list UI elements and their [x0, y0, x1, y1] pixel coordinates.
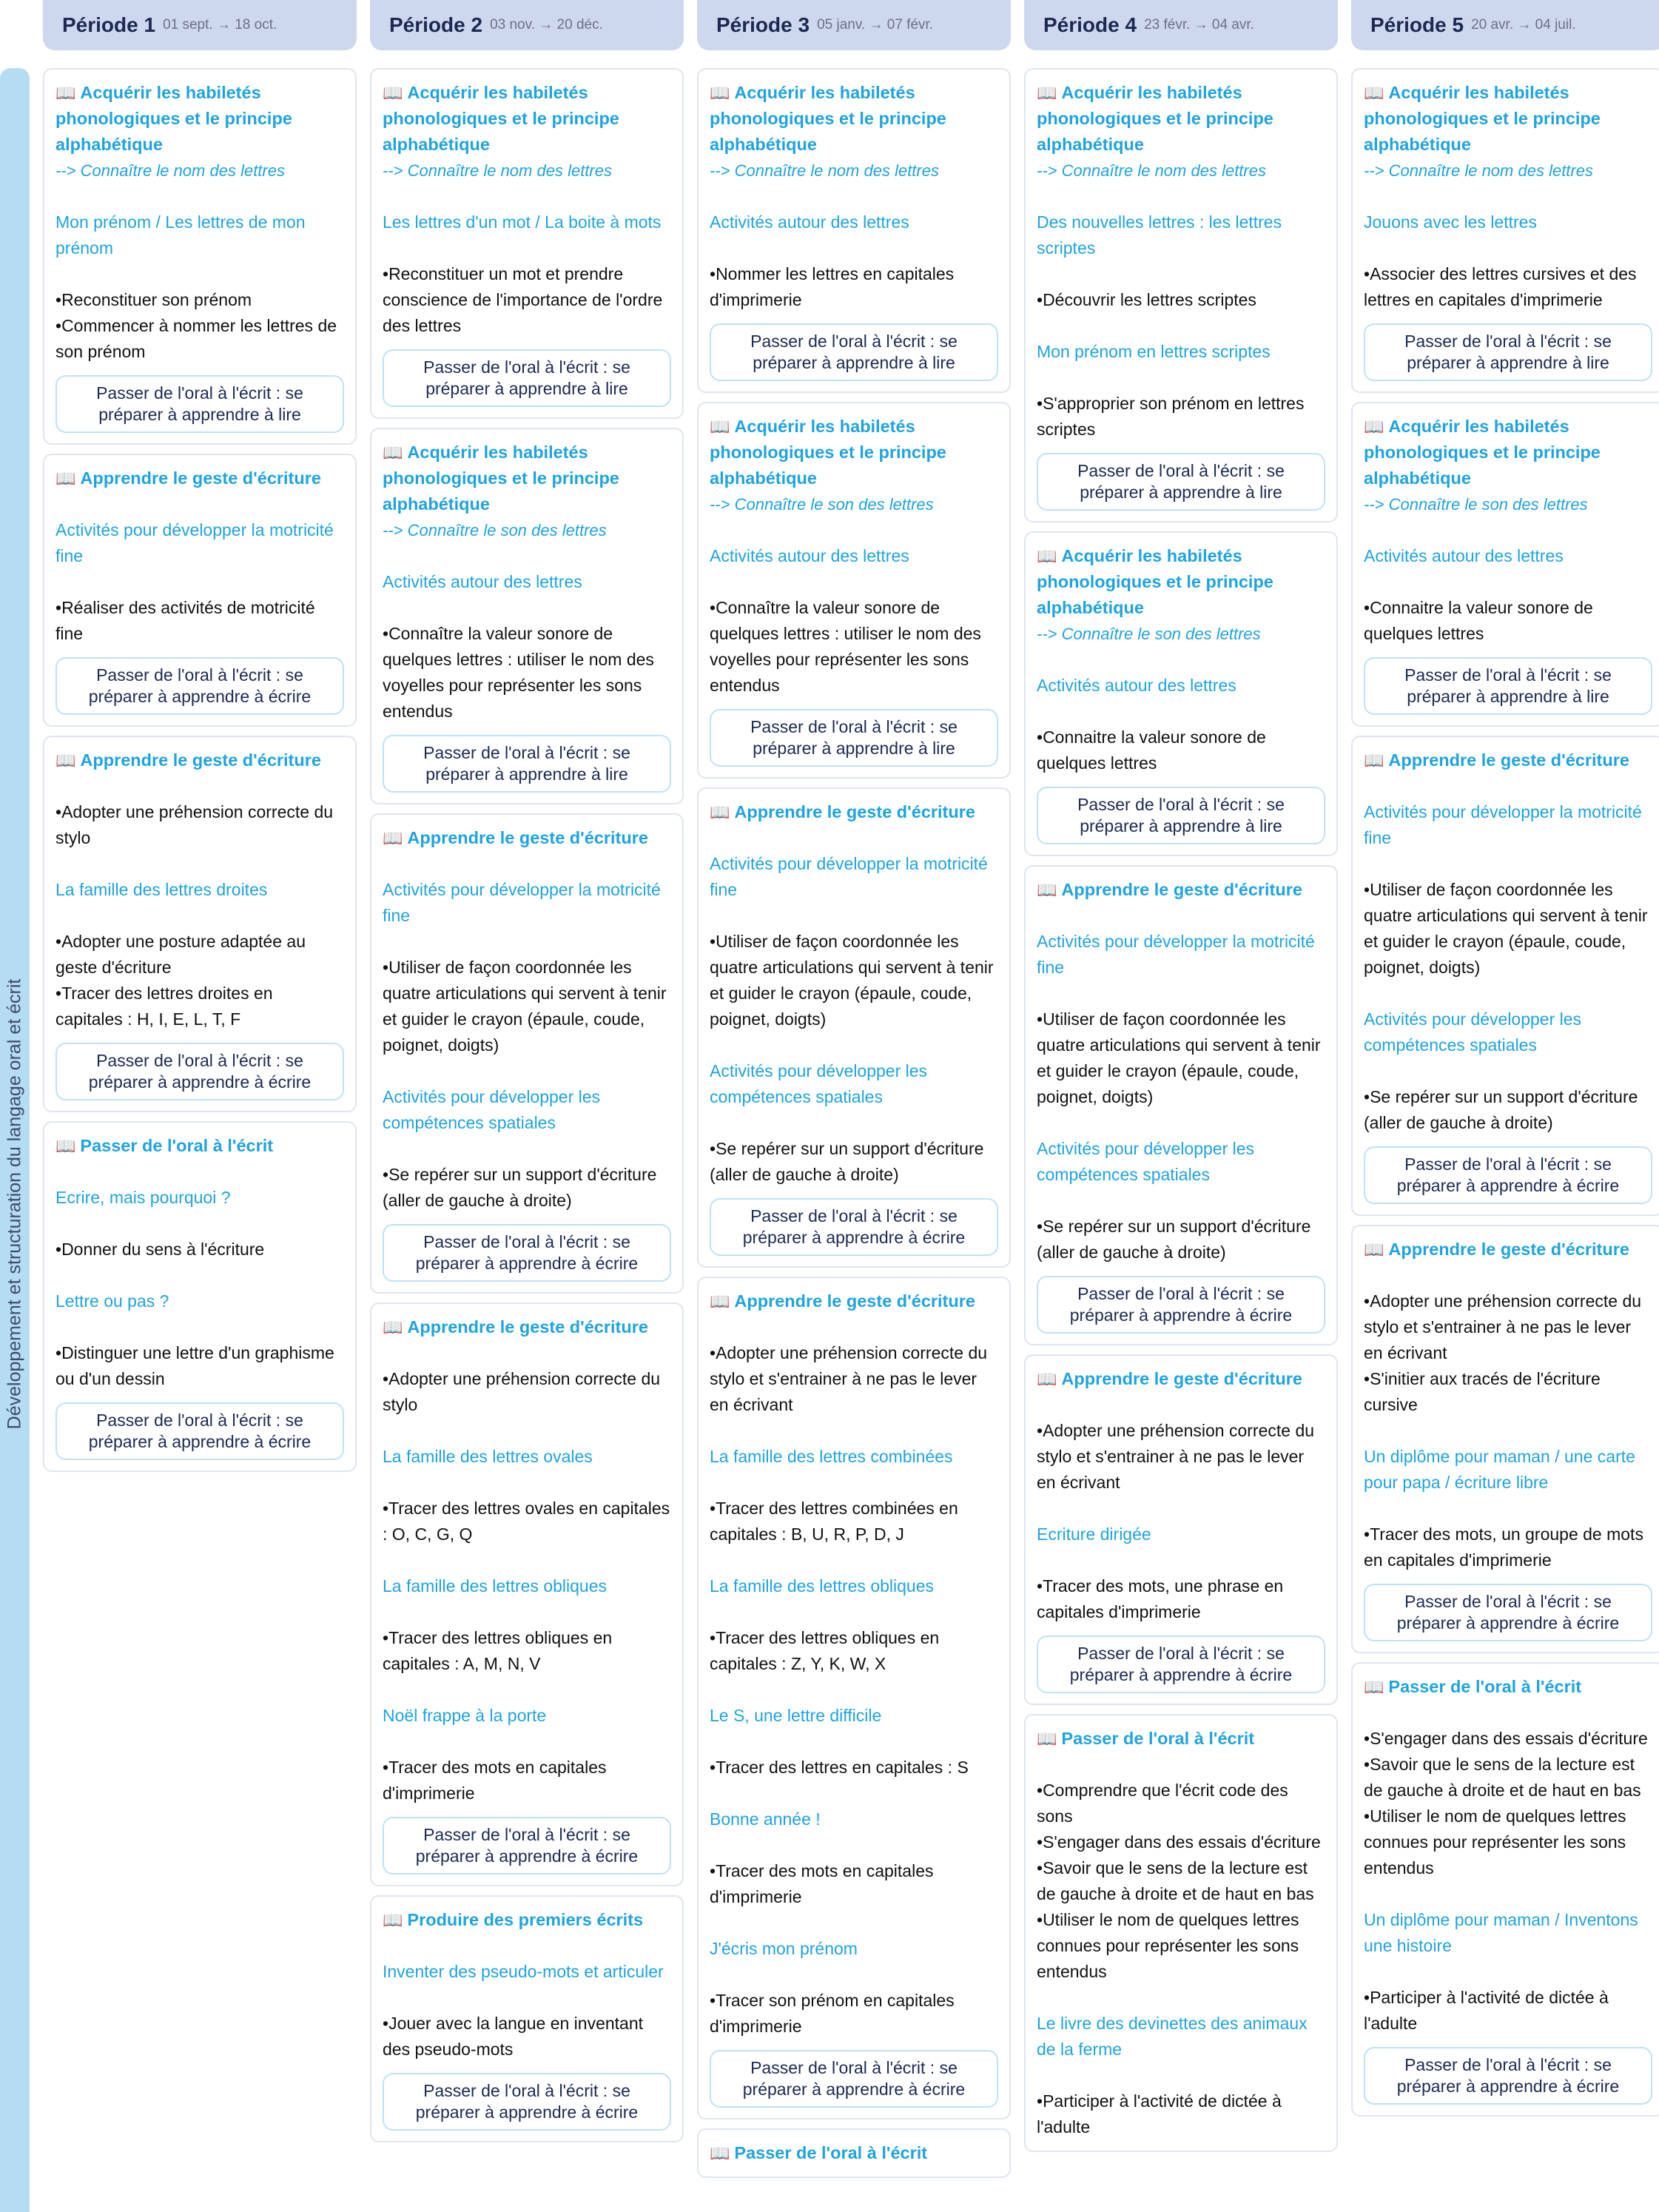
card-title-text: Apprendre le geste d'écriture: [734, 802, 975, 821]
activity-heading[interactable]: La famille des lettres ovales: [383, 1447, 593, 1466]
objective-card[interactable]: [697, 402, 1011, 779]
card-subtitle: --> Connaître le nom des lettres: [1037, 161, 1266, 180]
skill-item: • Utiliser de façon coordonnée les quatre articulations qui servent à tenir et guider le crayon (épaule, coude, poignet, doigts): [1364, 877, 1652, 981]
skills-list: [383, 955, 671, 1058]
skills-list: [1364, 1522, 1652, 1573]
skill-item: • Tracer des lettres ovales en capitales : O, C, G, Q: [383, 1496, 671, 1547]
activity-heading[interactable]: La famille des lettres obliques: [383, 1576, 607, 1596]
open-book-icon: 📖: [1364, 1240, 1384, 1259]
domain-tag-button[interactable]: Passer de l'oral à l'écrit : se préparer à apprendre à lire: [383, 735, 671, 793]
activity-heading[interactable]: La famille des lettres combinées: [710, 1447, 953, 1466]
open-book-icon: 📖: [383, 1911, 403, 1929]
skills-list: [710, 1755, 998, 1781]
card-title: [1037, 877, 1325, 903]
card-title-text: Acquérir les habiletés phonologiques et le principe alphabétique: [1364, 83, 1601, 154]
skills-list: [383, 1366, 671, 1418]
activity-heading[interactable]: Activités pour développer les compétences spatiales: [383, 1087, 601, 1132]
activity-heading[interactable]: Activités pour développer la motricité fine: [1364, 802, 1642, 847]
period-column-4: [1024, 0, 1338, 2187]
card-title: [383, 1314, 671, 1340]
skill-item: • Adopter une préhension correcte du stylo et s'entrainer à ne pas le lever en écrivant: [1364, 1288, 1652, 1366]
objective-card[interactable]: [697, 787, 1011, 1268]
skills-list: [1037, 1573, 1325, 1625]
card-title: [710, 414, 998, 491]
domain-tag-button[interactable]: Passer de l'oral à l'écrit : se préparer à apprendre à lire: [710, 323, 998, 381]
card-title-text: Acquérir les habiletés phonologiques et le principe alphabétique: [1364, 417, 1601, 488]
domain-tag-button[interactable]: Passer de l'oral à l'écrit : se préparer à apprendre à lire: [383, 349, 671, 407]
domain-tag-button[interactable]: Passer de l'oral à l'écrit : se préparer à apprendre à écrire: [55, 1043, 344, 1100]
card-title-text: Passer de l'oral à l'écrit: [80, 1136, 274, 1155]
card-title-text: Acquérir les habiletés phonologiques et le principe alphabétique: [383, 83, 619, 154]
skill-item: • Se repérer sur un support d'écriture (aller de gauche à droite): [1037, 1214, 1325, 1265]
activity-heading[interactable]: Mon prénom / Les lettres de mon prénom: [55, 212, 306, 258]
domain-tag-button[interactable]: Passer de l'oral à l'écrit : se préparer à apprendre à lire: [55, 375, 344, 433]
period-dates: 01 sept. → 18 oct.: [163, 17, 277, 33]
objective-card[interactable]: [1351, 402, 1659, 727]
skills-list: [1364, 1985, 1652, 2037]
open-book-icon: 📖: [1037, 84, 1057, 102]
period-title: Période 4: [1043, 13, 1137, 36]
card-subtitle: --> Connaître le nom des lettres: [1364, 161, 1593, 180]
objective-card[interactable]: [697, 68, 1011, 393]
card-title: [55, 747, 344, 773]
periods-grid: [43, 0, 1659, 2187]
skills-list: [55, 799, 344, 851]
open-book-icon: 📖: [383, 1318, 403, 1337]
period-column-2: [370, 0, 684, 2187]
activity-heading[interactable]: Bonne année !: [710, 1809, 821, 1829]
card-title: [710, 799, 998, 825]
card-subtitle: --> Connaître le son des lettres: [710, 495, 934, 514]
activity-heading[interactable]: Mon prénom en lettres scriptes: [1037, 342, 1271, 361]
skills-list: [710, 1625, 998, 1677]
activity-heading[interactable]: La famille des lettres obliques: [710, 1576, 934, 1596]
card-title-text: Apprendre le geste d'écriture: [1061, 1369, 1302, 1388]
activity-heading[interactable]: Activités pour développer la motricité fine: [55, 520, 334, 565]
activity-heading[interactable]: Activités pour développer les compétences spatiales: [1364, 1009, 1582, 1055]
open-book-icon: 📖: [710, 2144, 730, 2162]
open-book-icon: 📖: [710, 803, 730, 821]
objective-card[interactable]: [370, 813, 684, 1294]
activity-heading[interactable]: Activités autour des lettres: [1364, 546, 1564, 565]
card-subtitle: --> Connaître le nom des lettres: [710, 161, 939, 180]
skill-item: • Reconstituer son prénom: [55, 287, 344, 313]
activity-heading[interactable]: Jouons avec les lettres: [1364, 212, 1537, 232]
card-title-text: Acquérir les habiletés phonologiques et le principe alphabétique: [710, 83, 946, 154]
card-title-text: Produire des premiers écrits: [407, 1910, 644, 1929]
skills-list: [55, 595, 344, 647]
skill-item: • Tracer des mots en capitales d'imprimerie: [710, 1858, 998, 1910]
objective-card[interactable]: [1351, 1662, 1659, 2117]
objective-card[interactable]: [1351, 1225, 1659, 1653]
card-title-text: Apprendre le geste d'écriture: [1388, 1240, 1629, 1259]
skill-item: • S'engager dans des essais d'écriture: [1037, 1829, 1325, 1855]
card-title-text: Acquérir les habiletés phonologiques et le principe alphabétique: [710, 417, 946, 488]
open-book-icon: 📖: [383, 443, 403, 462]
skill-item: • Utiliser de façon coordonnée les quatre articulations qui servent à tenir et guider le crayon (épaule, coude, poignet, doigts): [710, 929, 998, 1032]
skill-item: • Tracer des mots, un groupe de mots en capitales d'imprimerie: [1364, 1522, 1652, 1573]
skills-list: [1037, 1214, 1325, 1265]
card-subtitle: --> Connaître le nom des lettres: [383, 161, 612, 180]
domain-tag-button[interactable]: Passer de l'oral à l'écrit : se préparer à apprendre à écrire: [383, 1817, 671, 1875]
open-book-icon: 📖: [55, 469, 76, 488]
card-title-text: Apprendre le geste d'écriture: [80, 468, 321, 488]
activity-heading[interactable]: Inventer des pseudo-mots et articuler: [383, 1962, 664, 1981]
period-column-3: [697, 0, 1011, 2187]
card-title-text: Passer de l'oral à l'écrit: [734, 2143, 928, 2162]
card-title-text: Acquérir les habiletés phonologiques et le principe alphabétique: [1037, 83, 1273, 154]
skill-item: • Tracer des lettres en capitales : S: [710, 1755, 998, 1781]
skill-item: • Adopter une préhension correcte du stylo et s'entrainer à ne pas le lever en écrivant: [1037, 1418, 1325, 1496]
objective-card[interactable]: [697, 1277, 1011, 2119]
domain-tag-button[interactable]: Passer de l'oral à l'écrit : se préparer à apprendre à lire: [1364, 323, 1652, 381]
skills-list: [55, 1237, 344, 1263]
activity-heading[interactable]: Activités pour développer la motricité fine: [383, 880, 661, 925]
domain-tag-button[interactable]: Passer de l'oral à l'écrit : se préparer à apprendre à écrire: [1364, 1584, 1652, 1641]
skills-list: [710, 1858, 998, 1910]
open-book-icon: 📖: [710, 1292, 730, 1311]
card-title: [383, 825, 671, 851]
objective-card[interactable]: [1024, 531, 1338, 856]
skills-list: [383, 1755, 671, 1806]
objective-card[interactable]: [1024, 1714, 1338, 2152]
skill-item: • Adopter une préhension correcte du stylo: [383, 1366, 671, 1418]
card-title-text: Apprendre le geste d'écriture: [80, 750, 321, 770]
domain-tag-button[interactable]: Passer de l'oral à l'écrit : se préparer à apprendre à écrire: [383, 2073, 671, 2131]
skill-item: • Nommer les lettres en capitales d'imprimerie: [710, 261, 998, 313]
domain-tag-button[interactable]: Passer de l'oral à l'écrit : se préparer à apprendre à lire: [1037, 453, 1325, 511]
domain-tag-button[interactable]: Passer de l'oral à l'écrit : se préparer à apprendre à écrire: [383, 1224, 671, 1282]
open-book-icon: 📖: [55, 751, 76, 770]
skills-list: [710, 1136, 998, 1188]
domain-tag-button[interactable]: Passer de l'oral à l'écrit : se préparer à apprendre à écrire: [1364, 2047, 1652, 2105]
skill-item: • Participer à l'activité de dictée à l'adulte: [1364, 1985, 1652, 2037]
card-title-text: Apprendre le geste d'écriture: [1388, 750, 1629, 770]
open-book-icon: 📖: [1037, 1370, 1057, 1388]
open-book-icon: 📖: [710, 417, 730, 436]
skill-item: • Tracer des lettres obliques en capitales : Z, Y, K, W, X: [710, 1625, 998, 1677]
objective-card[interactable]: [370, 68, 684, 419]
domain-tag-button[interactable]: Passer de l'oral à l'écrit : se préparer à apprendre à écrire: [710, 1198, 998, 1256]
card-subtitle: --> Connaître le son des lettres: [1364, 495, 1588, 514]
card-title: [1037, 1366, 1325, 1392]
activity-heading[interactable]: Ecrire, mais pourquoi ?: [55, 1188, 231, 1207]
card-title-text: Passer de l'oral à l'écrit: [1388, 1677, 1582, 1696]
period-header[interactable]: [697, 0, 1011, 50]
period-column-5: [1351, 0, 1659, 2187]
card-title: [1364, 80, 1652, 158]
skill-item: • Adopter une préhension correcte du stylo: [55, 799, 344, 851]
skills-list: [1364, 1726, 1652, 1881]
activity-heading[interactable]: Le livre des devinettes des animaux de la ferme: [1037, 2014, 1308, 2059]
domain-tag-button[interactable]: Passer de l'oral à l'écrit : se préparer à apprendre à écrire: [1364, 1146, 1652, 1204]
skill-item: • Donner du sens à l'écriture: [55, 1237, 344, 1263]
open-book-icon: 📖: [1037, 881, 1057, 899]
domain-tag-button[interactable]: Passer de l'oral à l'écrit : se préparer à apprendre à lire: [1364, 657, 1652, 715]
skills-list: [710, 1496, 998, 1547]
skill-item: • Tracer des lettres combinées en capitales : B, U, R, P, D, J: [710, 1496, 998, 1547]
activity-heading[interactable]: Activités autour des lettres: [710, 546, 909, 565]
card-title: [55, 465, 344, 491]
objective-card[interactable]: [43, 454, 357, 727]
skills-list: [383, 261, 671, 339]
skills-list: [710, 261, 998, 313]
card-title: [710, 2140, 998, 2166]
period-dates: 03 nov. → 20 déc.: [490, 17, 603, 33]
skills-list: [1037, 287, 1325, 313]
skill-item: • Reconstituer un mot et prendre conscience de l'importance de l'ordre des lettres: [383, 261, 671, 339]
card-subtitle: --> Connaître le son des lettres: [383, 521, 607, 539]
skill-item: • Utiliser le nom de quelques lettres connues pour représenter les sons entendus: [1364, 1803, 1652, 1881]
open-book-icon: 📖: [383, 84, 403, 102]
activity-heading[interactable]: Activités pour développer les compétences spatiales: [710, 1061, 928, 1106]
activity-heading[interactable]: Noël frappe à la porte: [383, 1706, 547, 1725]
skills-list: [383, 1625, 671, 1677]
domain-tag-button[interactable]: Passer de l'oral à l'écrit : se préparer à apprendre à lire: [710, 709, 998, 767]
card-title: [1364, 414, 1652, 491]
activity-heading[interactable]: Activités pour développer la motricité fine: [710, 854, 988, 899]
skill-item: • Adopter une posture adaptée au geste d'écriture: [55, 929, 344, 981]
skills-list: [55, 1340, 344, 1392]
card-title: [710, 1288, 998, 1314]
skills-list: [710, 929, 998, 1032]
skill-item: • Tracer des lettres obliques en capitales : A, M, N, V: [383, 1625, 671, 1677]
period-column-1: [43, 0, 357, 2187]
card-title: [55, 80, 344, 158]
skill-item: • Se repérer sur un support d'écriture (aller de gauche à droite): [383, 1162, 671, 1214]
card-subtitle: --> Connaître le son des lettres: [1037, 625, 1261, 643]
skill-item: • Utiliser de façon coordonnée les quatre articulations qui servent à tenir et guider le crayon (épaule, coude, poignet, doigts): [383, 955, 671, 1058]
skills-list: [1364, 1288, 1652, 1418]
card-title: [383, 80, 671, 158]
open-book-icon: 📖: [55, 84, 76, 102]
domain-tag-button[interactable]: Passer de l'oral à l'écrit : se préparer à apprendre à écrire: [710, 2050, 998, 2108]
domain-tag-button[interactable]: Passer de l'oral à l'écrit : se préparer à apprendre à lire: [1037, 787, 1325, 844]
activity-heading[interactable]: Activités autour des lettres: [710, 212, 909, 232]
card-subtitle: --> Connaître le nom des lettres: [55, 161, 285, 180]
activity-heading[interactable]: Un diplôme pour maman / une carte pour papa / écriture libre: [1364, 1447, 1635, 1492]
skills-list: [710, 595, 998, 699]
open-book-icon: 📖: [1037, 1729, 1057, 1748]
objective-card[interactable]: [1351, 68, 1659, 393]
skill-item: • Connaitre la valeur sonore de quelques lettres: [1037, 725, 1325, 776]
domain-tag-button[interactable]: Passer de l'oral à l'écrit : se préparer à apprendre à écrire: [55, 1402, 344, 1460]
objective-card[interactable]: [1024, 865, 1338, 1345]
skill-item: • Connaître la valeur sonore de quelques lettres : utiliser le nom des voyelles pour représenter les sons entendus: [383, 621, 671, 725]
skills-list: [710, 1340, 998, 1418]
skills-list: [1364, 1084, 1652, 1136]
objective-card[interactable]: [1024, 68, 1338, 522]
activity-heading[interactable]: La famille des lettres droites: [55, 880, 268, 899]
skill-item: • Tracer des lettres droites en capitales : H, I, E, L, T, F: [55, 981, 344, 1032]
skill-item: • Savoir que le sens de la lecture est de gauche à droite et de haut en bas: [1037, 1855, 1325, 1907]
skills-list: [1364, 877, 1652, 981]
skills-list: [383, 2011, 671, 2063]
open-book-icon: 📖: [55, 1137, 76, 1155]
activity-heading[interactable]: Ecriture dirigée: [1037, 1524, 1151, 1544]
skill-item: • Commencer à nommer les lettres de son prénom: [55, 313, 344, 365]
objective-card[interactable]: [43, 1121, 357, 1472]
skills-list: [383, 1162, 671, 1214]
open-book-icon: 📖: [710, 84, 730, 102]
card-title-text: Apprendre le geste d'écriture: [734, 1291, 975, 1311]
open-book-icon: 📖: [1364, 751, 1384, 770]
skills-list: [1037, 725, 1325, 776]
card-title: [1364, 1237, 1652, 1263]
skill-item: • Se repérer sur un support d'écriture (aller de gauche à droite): [1364, 1084, 1652, 1136]
card-title: [383, 440, 671, 517]
objective-card[interactable]: [1024, 1354, 1338, 1705]
open-book-icon: 📖: [383, 829, 403, 847]
card-title: [1364, 1674, 1652, 1700]
skill-item: • Connaître la valeur sonore de quelques lettres : utiliser le nom des voyelles pour représenter les sons entendus: [710, 595, 998, 699]
open-book-icon: 📖: [1037, 547, 1057, 565]
period-title: Période 3: [716, 13, 810, 36]
card-title: [383, 1907, 671, 1933]
card-title: [1037, 1726, 1325, 1752]
domain-tag-button[interactable]: Passer de l'oral à l'écrit : se préparer à apprendre à écrire: [1037, 1636, 1325, 1693]
card-title: [1037, 543, 1325, 621]
skill-item: • S'initier aux tracés de l'écriture cursive: [1364, 1366, 1652, 1418]
activity-heading[interactable]: J'écris mon prénom: [710, 1939, 858, 1958]
activity-heading[interactable]: Activités autour des lettres: [1037, 676, 1236, 695]
domain-side-label-text: Développement et structuration du langage oral et écrit: [4, 978, 25, 1430]
activity-heading[interactable]: Activités autour des lettres: [383, 572, 582, 591]
skill-item: • Utiliser de façon coordonnée les quatre articulations qui servent à tenir et guider le crayon (épaule, coude, poignet, doigts): [1037, 1006, 1325, 1110]
period-dates: 23 févr. → 04 avr.: [1144, 17, 1254, 33]
skill-item: • Se repérer sur un support d'écriture (aller de gauche à droite): [710, 1136, 998, 1188]
skill-item: • Associer des lettres cursives et des lettres en capitales d'imprimerie: [1364, 261, 1652, 313]
open-book-icon: 📖: [1364, 417, 1384, 436]
card-title: [1364, 747, 1652, 773]
skills-list: [1037, 1006, 1325, 1110]
domain-side-label: [0, 68, 30, 2212]
card-title: [710, 80, 998, 158]
card-title: [55, 1133, 344, 1159]
skill-item: • Distinguer une lettre d'un graphisme ou d'un dessin: [55, 1340, 344, 1392]
period-dates: 05 janv. → 07 févr.: [817, 17, 934, 33]
skill-item: • Connaitre la valeur sonore de quelques lettres: [1364, 595, 1652, 647]
open-book-icon: 📖: [1364, 84, 1384, 102]
skills-list: [1364, 261, 1652, 313]
activity-heading[interactable]: Lettre ou pas ?: [55, 1291, 169, 1311]
activity-heading[interactable]: Un diplôme pour maman / Inventons une histoire: [1364, 1910, 1638, 1955]
activity-heading[interactable]: Des nouvelles lettres : les lettres scriptes: [1037, 212, 1282, 258]
skill-item: • Savoir que le sens de la lecture est de gauche à droite et de haut en bas: [1364, 1752, 1652, 1803]
card-title-text: Apprendre le geste d'écriture: [407, 828, 648, 847]
skill-item: • Adopter une préhension correcte du stylo et s'entrainer à ne pas le lever en écrivant: [710, 1340, 998, 1418]
activity-heading[interactable]: Activités pour développer les compétences spatiales: [1037, 1139, 1255, 1184]
objective-card[interactable]: [1351, 736, 1659, 1216]
period-title: Période 2: [389, 13, 483, 36]
skills-list: [383, 1496, 671, 1547]
objective-card[interactable]: [43, 736, 357, 1112]
skill-item: • Jouer avec la langue en inventant des pseudo-mots: [383, 2011, 671, 2063]
period-title: Période 1: [62, 13, 156, 36]
open-book-icon: 📖: [1364, 1678, 1384, 1696]
skills-list: [1037, 1418, 1325, 1496]
skills-list: [1364, 595, 1652, 647]
objective-card[interactable]: [370, 1302, 684, 1886]
domain-tag-button[interactable]: Passer de l'oral à l'écrit : se préparer à apprendre à écrire: [1037, 1276, 1325, 1334]
skill-item: • Tracer des mots en capitales d'imprimerie: [383, 1755, 671, 1806]
skill-item: • Découvrir les lettres scriptes: [1037, 287, 1325, 313]
period-title: Période 5: [1370, 13, 1464, 36]
activity-heading[interactable]: Les lettres d'un mot / La boite à mots: [383, 212, 662, 232]
card-title-text: Acquérir les habiletés phonologiques et le principe alphabétique: [1037, 546, 1273, 617]
domain-tag-button[interactable]: Passer de l'oral à l'écrit : se préparer à apprendre à écrire: [55, 657, 344, 715]
card-title-text: Apprendre le geste d'écriture: [1061, 880, 1302, 899]
skill-item: • Tracer des mots, une phrase en capitales d'imprimerie: [1037, 1573, 1325, 1625]
skills-list: [1037, 391, 1325, 443]
activity-heading[interactable]: Le S, une lettre difficile: [710, 1706, 882, 1725]
card-title-text: Passer de l'oral à l'écrit: [1061, 1729, 1255, 1748]
skill-item: • Tracer son prénom en capitales d'imprimerie: [710, 1988, 998, 2040]
skills-list: [55, 287, 344, 365]
card-title-text: Acquérir les habiletés phonologiques et le principe alphabétique: [383, 443, 619, 514]
skills-list: [710, 1988, 998, 2040]
objective-card[interactable]: [370, 428, 684, 804]
period-dates: 20 avr. → 04 juil.: [1471, 17, 1576, 33]
skill-item: • S'engager dans des essais d'écriture: [1364, 1726, 1652, 1752]
card-title: [1037, 80, 1325, 158]
skills-list: [1037, 2088, 1325, 2140]
card-title-text: Apprendre le geste d'écriture: [407, 1317, 648, 1337]
skills-list: [55, 929, 344, 1032]
skill-item: • Utiliser le nom de quelques lettres connues pour représenter les sons entendus: [1037, 1907, 1325, 1985]
period-header[interactable]: [1024, 0, 1338, 50]
period-header[interactable]: [43, 0, 357, 50]
objective-card[interactable]: [697, 2128, 1011, 2178]
skill-item: • Réaliser des activités de motricité fine: [55, 595, 344, 647]
skill-item: • Participer à l'activité de dictée à l'adulte: [1037, 2088, 1325, 2140]
skills-list: [1037, 1778, 1325, 1985]
objective-card[interactable]: [43, 68, 357, 445]
skill-item: • Comprendre que l'écrit code des sons: [1037, 1778, 1325, 1829]
period-header[interactable]: [1351, 0, 1659, 50]
skill-item: • S'approprier son prénom en lettres scriptes: [1037, 391, 1325, 443]
objective-card[interactable]: [370, 1895, 684, 2142]
activity-heading[interactable]: Activités pour développer la motricité fine: [1037, 932, 1315, 977]
skills-list: [383, 621, 671, 725]
card-title-text: Acquérir les habiletés phonologiques et le principe alphabétique: [55, 83, 292, 154]
period-header[interactable]: [370, 0, 684, 50]
